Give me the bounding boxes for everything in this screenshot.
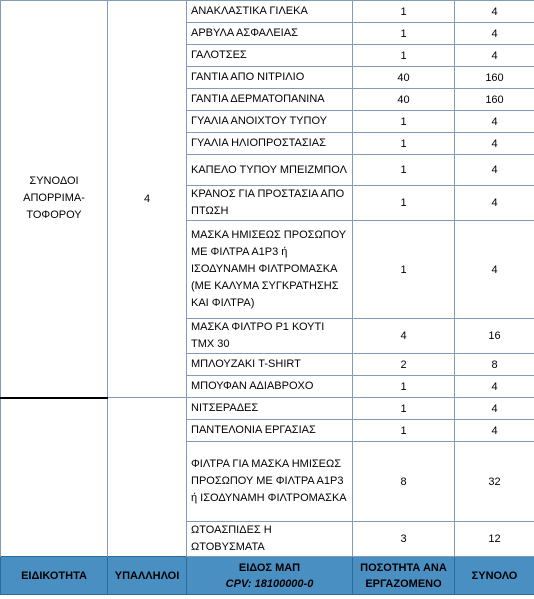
- item-cell: ΩΤΟΑΣΠΙΔΕΣ Η ΩΤΟΒΥΣΜΑΤΑ: [187, 522, 353, 557]
- total-cell: 4: [455, 23, 534, 45]
- qty-cell: 1: [353, 376, 455, 398]
- item-cell: ΜΠΛΟΥΖΑΚΙ T-SHIRT: [187, 354, 353, 376]
- qty-cell: 1: [353, 155, 455, 186]
- item-cell: ΦΙΛΤΡΑ ΓΙΑ ΜΑΣΚΑ ΗΜΙΣΕΩΣ ΠΡΟΣΩΠΟΥ ΜΕ ΦΙΛΤΡΑ Α1Ρ3 ή ΙΣΟΔΥΝΑΜΗ ΦΙΛΤΡΟΜΑΣΚΑ: [187, 442, 353, 522]
- header-item-cpv: CPV: 18100000-0: [225, 577, 314, 590]
- qty-cell: 40: [353, 89, 455, 111]
- table-row: [1, 398, 534, 420]
- item-cell: ΜΑΣΚΑ ΗΜΙΣΕΩΣ ΠΡΟΣΩΠΟΥ ΜΕ ΦΙΛΤΡΑ Α1Ρ3 ή ΙΣΟΔΥΝΑΜΗ ΦΙΛΤΡΟΜΑΣΚΑ (ΜΕ ΚΑΛΥΜΑ ΣΥΓΚΡΑΤΗΣΗΣ ΚΑΙ ΦΙΛΤΡΑ): [187, 221, 353, 319]
- qty-cell: 1: [353, 221, 455, 319]
- qty-cell: 1: [353, 398, 455, 420]
- qty-cell: 3: [353, 522, 455, 557]
- item-cell: ΓΑΛΟΤΣΕΣ: [187, 45, 353, 67]
- item-cell: ΚΡΑΝΟΣ ΓΙΑ ΠΡΟΣΤΑΣΙΑ ΑΠΟ ΠΤΩΣΗ: [187, 186, 353, 221]
- qty-cell: 1: [353, 420, 455, 442]
- header-qty-line2: ΕΡΓΑΖΟΜΕΝΟ: [365, 577, 442, 590]
- qty-cell: 4: [353, 319, 455, 354]
- header-qty: [353, 557, 455, 595]
- item-cell: ΓΑΝΤΙΑ ΔΕΡΜΑΤΟΠΑΝΙΝΑ: [187, 89, 353, 111]
- header-specialty: ΕΙΔΙΚΟΤΗΤΑ: [1, 557, 108, 595]
- total-cell: 8: [455, 354, 534, 376]
- total-cell: 4: [455, 398, 534, 420]
- item-cell: ΠΑΝΤΕΛΟΝΙΑ ΕΡΓΑΣΙΑΣ: [187, 420, 353, 442]
- item-cell: ΚΑΠΕΛΟ ΤΥΠΟΥ ΜΠΕΙΖΜΠΟΛ: [187, 155, 353, 186]
- item-cell: ΓΥΑΛΙΑ ΑΝΟΙΧΤΟΥ ΤΥΠΟΥ: [187, 111, 353, 133]
- total-cell: 4: [455, 155, 534, 186]
- item-cell: ΓΥΑΛΙΑ ΗΛΙΟΠΡΟΣΤΑΣΙΑΣ: [187, 133, 353, 155]
- table-row: [1, 1, 534, 23]
- specialty-cell-empty: [1, 398, 108, 557]
- total-cell: 160: [455, 89, 534, 111]
- header-item: [187, 557, 353, 595]
- header-employees: ΥΠΑΛΛΗΛΟΙ: [108, 557, 187, 595]
- header-row: [1, 557, 534, 595]
- specialty-cell: ΣΥΝΟΔΟΙ ΑΠΟΡΡΙΜΑ-ΤΟΦΟΡΟΥ: [1, 1, 108, 398]
- qty-cell: 1: [353, 133, 455, 155]
- item-cell: ΝΙΤΣΕΡΑΔΕΣ: [187, 398, 353, 420]
- employees-cell-empty: [108, 398, 187, 557]
- total-cell: 4: [455, 420, 534, 442]
- qty-cell: 1: [353, 45, 455, 67]
- total-cell: 4: [455, 111, 534, 133]
- qty-cell: 1: [353, 1, 455, 23]
- total-cell: 16: [455, 319, 534, 354]
- header-total: ΣΥΝΟΛΟ: [455, 557, 534, 595]
- total-cell: 4: [455, 1, 534, 23]
- total-cell: 4: [455, 133, 534, 155]
- header-qty-line1: ΠΟΣΟΤΗΤΑ ΑΝΑ: [360, 561, 447, 574]
- total-cell: 32: [455, 442, 534, 522]
- qty-cell: 1: [353, 186, 455, 221]
- qty-cell: 40: [353, 67, 455, 89]
- total-cell: 4: [455, 45, 534, 67]
- total-cell: 4: [455, 376, 534, 398]
- qty-cell: 1: [353, 111, 455, 133]
- item-cell: ΜΑΣΚΑ ΦΙΛΤΡΟ Ρ1 ΚΟΥΤΙ ΤΜΧ 30: [187, 319, 353, 354]
- item-cell: ΜΠΟΥΦΑΝ ΑΔΙΑΒΡΟΧΟ: [187, 376, 353, 398]
- header-item-title: ΕΙΔΟΣ ΜΑΠ: [238, 561, 301, 574]
- qty-cell: 8: [353, 442, 455, 522]
- total-cell: 4: [455, 186, 534, 221]
- total-cell: 160: [455, 67, 534, 89]
- item-cell: ΑΡΒΥΛΑ ΑΣΦΑΛΕΙΑΣ: [187, 23, 353, 45]
- total-cell: 12: [455, 522, 534, 557]
- employees-cell: 4: [108, 1, 187, 398]
- item-cell: ΓΑΝΤΙΑ ΑΠΟ ΝΙΤΡΙΛΙΟ: [187, 67, 353, 89]
- item-cell: ΑΝΑΚΛΑΣΤΙΚΑ ΓΙΛΕΚΑ: [187, 1, 353, 23]
- qty-cell: 1: [353, 23, 455, 45]
- qty-cell: 2: [353, 354, 455, 376]
- total-cell: 4: [455, 221, 534, 319]
